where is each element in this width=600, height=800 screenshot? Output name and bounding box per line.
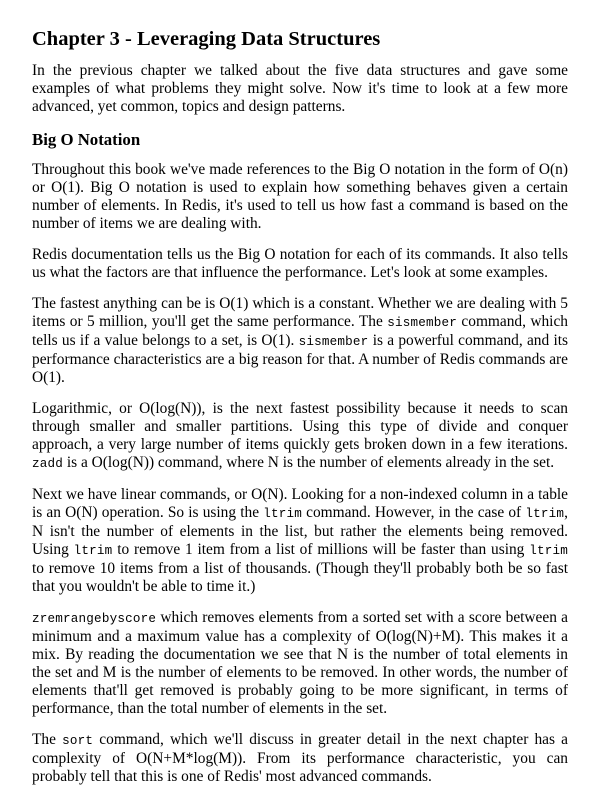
text-segment: to remove 1 item from a list of millions will be faster than using (112, 541, 530, 558)
paragraph (32, 295, 568, 387)
text-segment: Big O Notation (32, 130, 141, 149)
inline-code: sort (62, 734, 94, 748)
paragraph (32, 400, 568, 473)
paragraph (32, 486, 568, 596)
inline-code: ltrim (529, 544, 568, 558)
text-segment: The fastest anything can be is O(1) which is a constant. Whether we are dealing with 5 items or 5 million, you'll get the same performance. The (32, 295, 568, 330)
text-segment: is a powerful command, and its performance characteristics are a big reason for that. A number of Redis commands are O(1). (32, 332, 568, 386)
text-segment: to remove 10 items from a list of thousands. (Though they'll probably both be so fast that you wouldn't be able to time it.) (32, 560, 568, 595)
text-segment: command, which we'll discuss in greater detail in the next chapter has a complexity of O(N+M*log(M)). From its performance characteristic, you can probably tell that this is one of Redis' most advanced commands. (32, 731, 569, 785)
text-segment: , N isn't the number of elements in the list, but rather the elements being removed. Using (32, 504, 569, 558)
inline-code: zadd (32, 457, 64, 471)
text-segment: which removes elements from a sorted set with a score between a minimum and a maximum value has a complexity of O(log(N)+M). This makes it a mix. By reading the documentation we see that N is the number of total elements in the set and M is the number of elements to be removed. In other words, the number of elements that'll get removed is probably going to be more significant, in terms of performance, than the total number of elements in the set. (32, 609, 568, 717)
text-segment: Chapter 3 - Leveraging Data Structures (32, 28, 381, 50)
paragraph (32, 62, 568, 116)
inline-code: sismember (298, 335, 369, 349)
text-segment: Redis documentation tells us the Big O notation for each of its commands. It also tells us what the factors are that influence the performance. Let's look at some examples. (32, 246, 568, 281)
inline-code: sismember (387, 316, 458, 330)
inline-code: ltrim (525, 507, 565, 521)
text-segment: Throughout this book we've made references to the Big O notation in the form of O(n) or O(1). Big O notation is used to explain how something behaves given a certain number of elements. In Redis, it's used to tell us how fast a command is based on the number of items we are dealing with. (32, 161, 568, 232)
inline-code: ltrim (263, 507, 302, 521)
text-segment: is a O(log(N)) command, where N is the number of elements already in the set. (63, 454, 555, 471)
text-segment: Logarithmic, or O(log(N)), is the next fastest possibility because it needs to scan through smaller and smaller partitions. Using this type of divide and conquer approach, a very large number of items quickly gets broken down in a few iterations. (32, 400, 568, 453)
inline-code: zremrangebyscore (32, 612, 157, 626)
paragraph (32, 161, 568, 233)
text-segment: The (32, 731, 63, 748)
text-segment: command, which tells us if a value belongs to a set, is O(1). (32, 313, 568, 349)
paragraph (32, 609, 568, 718)
section-heading (32, 130, 568, 149)
text-segment: Next we have linear commands, or O(N). Looking for a non-indexed column in a table is an O(N) operation. So is using the (32, 486, 568, 521)
text-segment: In the previous chapter we talked about the five data structures and gave some examples of what problems they might solve. Now it's time to look at a few more advanced, yet common, topics and design patterns. (32, 62, 568, 115)
paragraph (32, 246, 568, 282)
chapter-title (32, 28, 568, 51)
text-segment: command. However, in the case of (301, 504, 526, 521)
inline-code: ltrim (73, 544, 113, 558)
paragraph (32, 731, 568, 786)
